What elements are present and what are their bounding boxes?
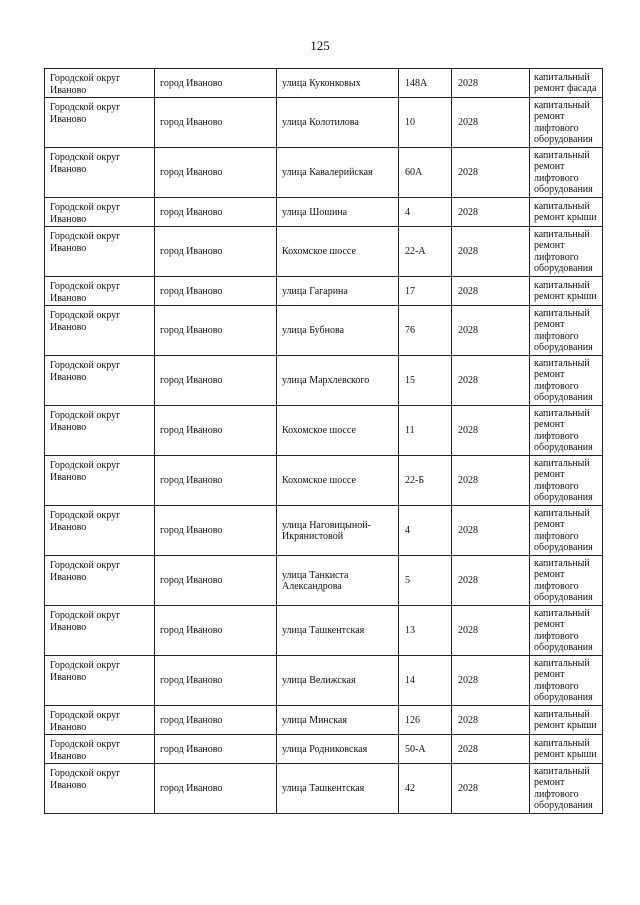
- house-cell: 17: [399, 277, 452, 306]
- table-row: [45, 606, 603, 656]
- table-row: [45, 706, 603, 735]
- table-row: [45, 198, 603, 227]
- city-cell: город Иваново: [155, 198, 277, 227]
- city-cell: город Иваново: [155, 148, 277, 198]
- district-cell: Городской округ Иваново: [45, 506, 155, 556]
- district-cell: Городской округ Иваново: [45, 69, 155, 98]
- district-cell: Городской округ Иваново: [45, 277, 155, 306]
- street-cell: улица Минская: [277, 706, 399, 735]
- district-cell: Городской округ Иваново: [45, 556, 155, 606]
- year-cell: 2028: [452, 148, 530, 198]
- house-cell: 22-А: [399, 227, 452, 277]
- year-cell: 2028: [452, 456, 530, 506]
- district-cell: Городской округ Иваново: [45, 735, 155, 764]
- street-cell: Кохомское шоссе: [277, 227, 399, 277]
- table-row: [45, 148, 603, 198]
- work-type-cell: капитальный ремонт лифтового оборудования: [530, 306, 603, 356]
- work-type-cell: капитальный ремонт лифтового оборудования: [530, 456, 603, 506]
- table-row: [45, 456, 603, 506]
- district-cell: Городской округ Иваново: [45, 456, 155, 506]
- work-type-cell: капитальный ремонт лифтового оборудования: [530, 606, 603, 656]
- table-row: [45, 506, 603, 556]
- house-cell: 4: [399, 198, 452, 227]
- table-row: [45, 306, 603, 356]
- city-cell: город Иваново: [155, 98, 277, 148]
- city-cell: город Иваново: [155, 356, 277, 406]
- house-cell: 10: [399, 98, 452, 148]
- work-type-cell: капитальный ремонт крыши: [530, 706, 603, 735]
- year-cell: 2028: [452, 606, 530, 656]
- street-cell: улица Гагарина: [277, 277, 399, 306]
- city-cell: город Иваново: [155, 277, 277, 306]
- table-row: [45, 556, 603, 606]
- year-cell: 2028: [452, 306, 530, 356]
- house-cell: 50-А: [399, 735, 452, 764]
- district-cell: Городской округ Иваново: [45, 706, 155, 735]
- table-row: [45, 98, 603, 148]
- work-type-cell: капитальный ремонт лифтового оборудования: [530, 764, 603, 814]
- table-row: [45, 406, 603, 456]
- house-cell: 11: [399, 406, 452, 456]
- year-cell: 2028: [452, 735, 530, 764]
- work-type-cell: капитальный ремонт лифтового оборудования: [530, 656, 603, 706]
- street-cell: улица Наговицыной-Икрянистовой: [277, 506, 399, 556]
- table-row: [45, 69, 603, 98]
- work-type-cell: капитальный ремонт лифтового оборудования: [530, 556, 603, 606]
- table-row: [45, 277, 603, 306]
- work-type-cell: капитальный ремонт фасада: [530, 69, 603, 98]
- house-cell: 15: [399, 356, 452, 406]
- work-type-cell: капитальный ремонт крыши: [530, 198, 603, 227]
- district-cell: Городской округ Иваново: [45, 764, 155, 814]
- street-cell: улица Родниковская: [277, 735, 399, 764]
- table-row: [45, 764, 603, 814]
- year-cell: 2028: [452, 706, 530, 735]
- house-cell: 14: [399, 656, 452, 706]
- street-cell: улица Куконковых: [277, 69, 399, 98]
- work-type-cell: капитальный ремонт лифтового оборудования: [530, 227, 603, 277]
- year-cell: 2028: [452, 277, 530, 306]
- table-row: [45, 735, 603, 764]
- street-cell: улица Шошина: [277, 198, 399, 227]
- table-row: [45, 227, 603, 277]
- table-row: [45, 356, 603, 406]
- district-cell: Городской округ Иваново: [45, 356, 155, 406]
- work-type-cell: капитальный ремонт лифтового оборудования: [530, 98, 603, 148]
- year-cell: 2028: [452, 506, 530, 556]
- city-cell: город Иваново: [155, 606, 277, 656]
- house-cell: 5: [399, 556, 452, 606]
- district-cell: Городской округ Иваново: [45, 148, 155, 198]
- house-cell: 13: [399, 606, 452, 656]
- year-cell: 2028: [452, 356, 530, 406]
- city-cell: город Иваново: [155, 706, 277, 735]
- city-cell: город Иваново: [155, 735, 277, 764]
- street-cell: улица Ташкентская: [277, 764, 399, 814]
- year-cell: 2028: [452, 227, 530, 277]
- city-cell: город Иваново: [155, 506, 277, 556]
- street-cell: улица Бубнова: [277, 306, 399, 356]
- city-cell: город Иваново: [155, 656, 277, 706]
- house-cell: 76: [399, 306, 452, 356]
- page-number: 125: [310, 38, 330, 53]
- city-cell: город Иваново: [155, 406, 277, 456]
- street-cell: Кохомское шоссе: [277, 456, 399, 506]
- city-cell: город Иваново: [155, 556, 277, 606]
- district-cell: Городской округ Иваново: [45, 306, 155, 356]
- city-cell: город Иваново: [155, 764, 277, 814]
- street-cell: улица Велижская: [277, 656, 399, 706]
- district-cell: Городской округ Иваново: [45, 606, 155, 656]
- street-cell: улица Мархлевского: [277, 356, 399, 406]
- district-cell: Городской округ Иваново: [45, 98, 155, 148]
- district-cell: Городской округ Иваново: [45, 656, 155, 706]
- year-cell: 2028: [452, 198, 530, 227]
- district-cell: Городской округ Иваново: [45, 227, 155, 277]
- house-cell: 148А: [399, 69, 452, 98]
- work-type-cell: капитальный ремонт лифтового оборудования: [530, 356, 603, 406]
- house-cell: 126: [399, 706, 452, 735]
- city-cell: город Иваново: [155, 69, 277, 98]
- table-row: [45, 656, 603, 706]
- work-type-cell: капитальный ремонт крыши: [530, 277, 603, 306]
- repair-schedule-table: [44, 68, 603, 814]
- city-cell: город Иваново: [155, 456, 277, 506]
- street-cell: Кохомское шоссе: [277, 406, 399, 456]
- house-cell: 60А: [399, 148, 452, 198]
- district-cell: Городской округ Иваново: [45, 198, 155, 227]
- street-cell: улица Танкиста Александрова: [277, 556, 399, 606]
- year-cell: 2028: [452, 556, 530, 606]
- street-cell: улица Ташкентская: [277, 606, 399, 656]
- street-cell: улица Колотилова: [277, 98, 399, 148]
- house-cell: 4: [399, 506, 452, 556]
- work-type-cell: капитальный ремонт лифтового оборудования: [530, 406, 603, 456]
- year-cell: 2028: [452, 406, 530, 456]
- year-cell: 2028: [452, 98, 530, 148]
- city-cell: город Иваново: [155, 227, 277, 277]
- house-cell: 22-Б: [399, 456, 452, 506]
- year-cell: 2028: [452, 656, 530, 706]
- district-cell: Городской округ Иваново: [45, 406, 155, 456]
- work-type-cell: капитальный ремонт лифтового оборудования: [530, 148, 603, 198]
- year-cell: 2028: [452, 764, 530, 814]
- house-cell: 42: [399, 764, 452, 814]
- work-type-cell: капитальный ремонт крыши: [530, 735, 603, 764]
- city-cell: город Иваново: [155, 306, 277, 356]
- street-cell: улица Кавалерийская: [277, 148, 399, 198]
- year-cell: 2028: [452, 69, 530, 98]
- work-type-cell: капитальный ремонт лифтового оборудования: [530, 506, 603, 556]
